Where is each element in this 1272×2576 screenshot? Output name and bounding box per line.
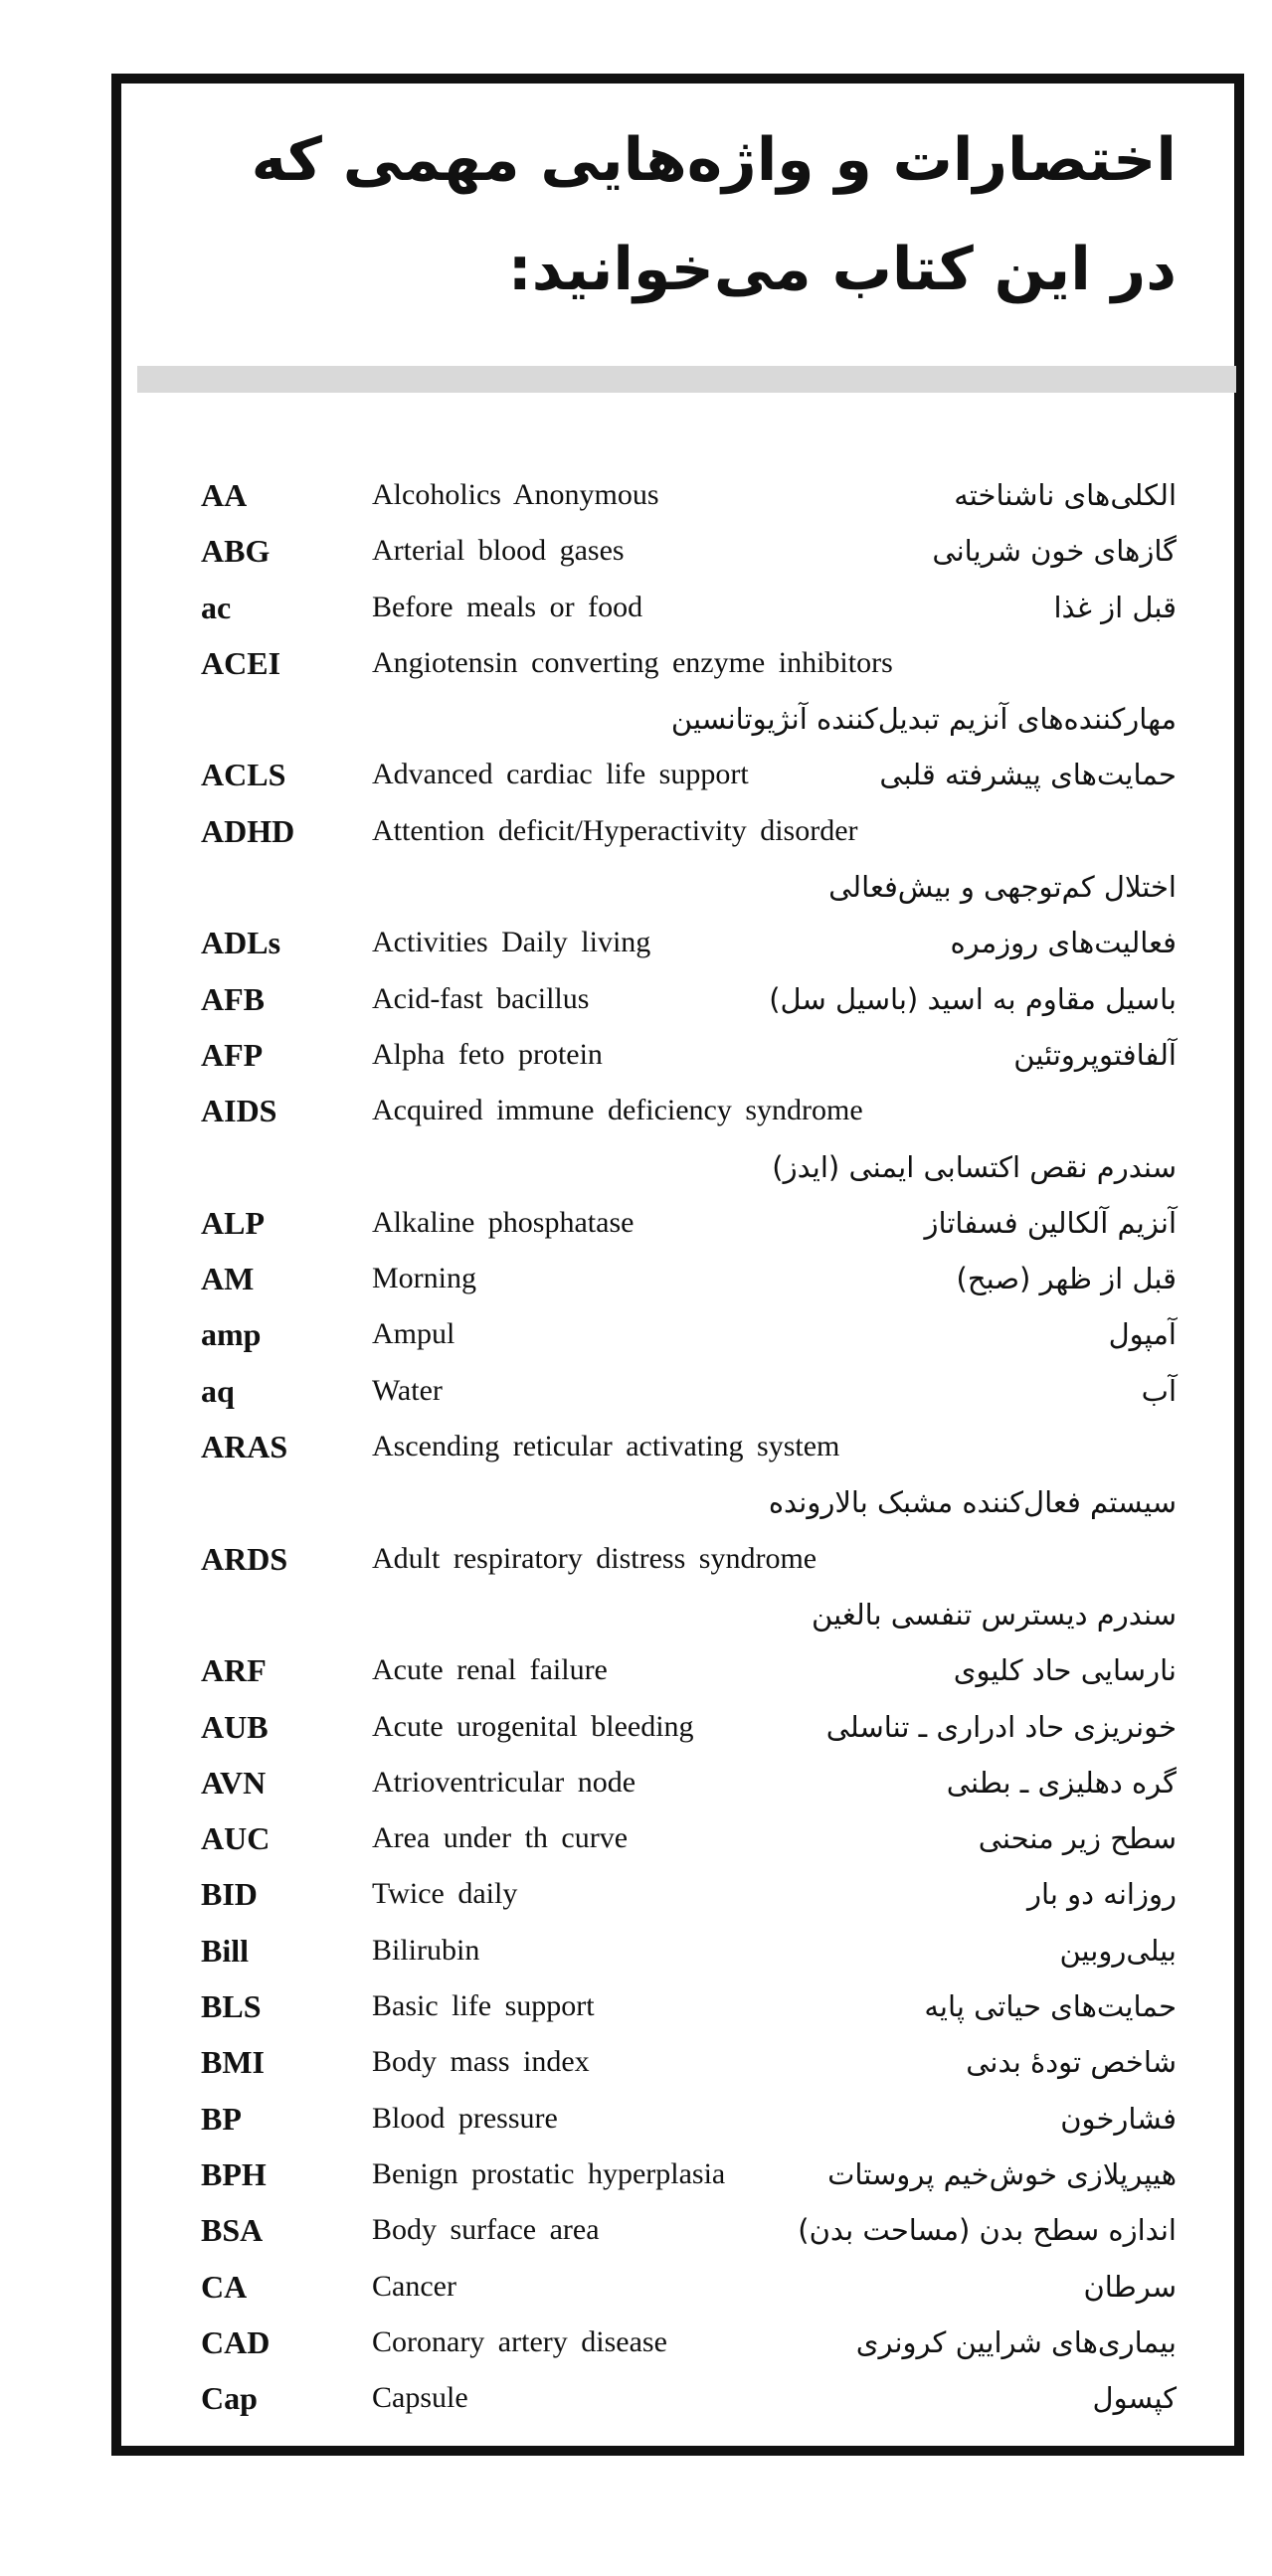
list-item <box>121 1306 1234 1362</box>
persian-term: سندرم نقص اکتسابی ایمنی (ایدز) <box>772 1149 1177 1184</box>
list-item <box>121 1027 1234 1083</box>
list-item <box>121 2091 1234 2147</box>
list-item <box>121 635 1234 691</box>
english-term: Body surface area <box>372 2213 600 2247</box>
persian-term: اندازه سطح بدن (مساحت بدن) <box>798 2213 1177 2248</box>
abbreviation: AUB <box>201 1708 269 1745</box>
abbreviation: AIDS <box>201 1093 277 1129</box>
persian-term: حمایت‌های پیشرفته قلبی <box>879 758 1177 792</box>
abbreviation: AUC <box>201 1820 271 1857</box>
abbreviation: amp <box>201 1316 262 1353</box>
persian-term: حمایت‌های حیاتی پایه <box>924 1989 1177 2024</box>
persian-term: آلفافتوپروتئین <box>1013 1037 1177 1072</box>
english-term: Alkaline phosphatase <box>372 1205 635 1239</box>
abbreviation-list <box>121 467 1234 2426</box>
abbreviation: aq <box>201 1372 235 1409</box>
title-divider-bar <box>137 366 1236 393</box>
abbreviation: AA <box>201 477 248 513</box>
persian-term: الکلی‌های ناشناخته <box>954 478 1177 512</box>
persian-term: آب <box>1141 1373 1177 1408</box>
persian-term: آمپول <box>1108 1317 1177 1352</box>
persian-term: سندرم دیسترس تنفسی بالغین <box>812 1597 1177 1631</box>
persian-term: بیماری‌های شرایین کرونری <box>855 2324 1177 2359</box>
abbreviation: AFP <box>201 1036 264 1073</box>
persian-term: بیلی‌روبین <box>1059 1933 1177 1968</box>
list-item <box>121 1251 1234 1306</box>
english-term: Before meals or food <box>372 590 643 623</box>
page-frame <box>111 74 1244 2456</box>
english-term: Acute renal failure <box>372 1653 608 1687</box>
abbreviation: AFB <box>201 980 265 1017</box>
persian-term: روزانه دو بار <box>1027 1877 1177 1912</box>
list-item <box>121 523 1234 579</box>
abbreviation: ARAS <box>201 1429 288 1465</box>
list-item <box>121 467 1234 523</box>
english-term: Acid-fast bacillus <box>372 981 590 1015</box>
abbreviation: ACLS <box>201 757 286 793</box>
list-item <box>121 1419 1234 1474</box>
english-term: Basic life support <box>372 1989 595 2023</box>
abbreviation: CAD <box>201 2323 271 2360</box>
list-item <box>121 1531 1234 1587</box>
english-term: Alpha feto protein <box>372 1037 603 1071</box>
english-term: Adult respiratory distress syndrome <box>372 1541 818 1575</box>
english-term: Angiotensin converting enzyme inhibitors <box>372 645 893 679</box>
english-term: Acute urogenital bleeding <box>372 1709 694 1743</box>
abbreviation: ADHD <box>201 812 295 849</box>
list-item <box>121 1755 1234 1810</box>
english-term: Benign prostatic hyperplasia <box>372 2156 726 2190</box>
persian-term: هیپرپلازی خوش‌خیم پروستات <box>827 2156 1177 2191</box>
abbreviation: BMI <box>201 2044 265 2081</box>
english-term: Blood pressure <box>372 2101 558 2135</box>
persian-term: سطح زیر منحنی <box>978 1821 1177 1856</box>
persian-term: کپسول <box>1092 2381 1177 2416</box>
abbreviation: BSA <box>201 2212 264 2249</box>
list-item <box>121 1474 1234 1530</box>
persian-term: فشارخون <box>1060 2101 1177 2136</box>
list-item <box>121 1363 1234 1419</box>
list-item <box>121 747 1234 802</box>
english-term: Morning <box>372 1262 476 1295</box>
abbreviation: ALP <box>201 1204 265 1241</box>
abbreviation: BPH <box>201 2155 267 2192</box>
abbreviation: ARDS <box>201 1540 288 1577</box>
english-term: Body mass index <box>372 2045 590 2079</box>
english-term: Cancer <box>372 2269 456 2303</box>
persian-term: شاخص تودهٔ بدنی <box>966 2045 1177 2080</box>
list-item <box>121 1139 1234 1195</box>
english-term: Acquired immune deficiency syndrome <box>372 1094 863 1127</box>
english-term: Ampul <box>372 1317 455 1351</box>
persian-term: باسیل مقاوم به اسید (باسیل سل) <box>769 981 1177 1016</box>
list-item <box>121 1810 1234 1866</box>
abbreviation: Cap <box>201 2380 258 2417</box>
english-term: Coronary artery disease <box>372 2324 667 2358</box>
persian-term: قبل از غذا <box>1053 590 1177 624</box>
persian-term: قبل از ظهر (صبح) <box>956 1262 1177 1296</box>
persian-term: گره دهلیزی ـ بطنی <box>946 1765 1177 1800</box>
abbreviation: ACEI <box>201 644 281 681</box>
english-term: Water <box>372 1373 443 1407</box>
english-term: Activities Daily living <box>372 926 651 959</box>
abbreviation: AVN <box>201 1764 267 1801</box>
list-item <box>121 2034 1234 2090</box>
list-item <box>121 2370 1234 2426</box>
english-term: Arterial blood gases <box>372 534 625 568</box>
list-item <box>121 803 1234 859</box>
list-item <box>121 1866 1234 1922</box>
list-item <box>121 580 1234 635</box>
english-term: Atrioventricular node <box>372 1765 636 1799</box>
abbreviation: ARF <box>201 1652 267 1689</box>
list-item <box>121 2147 1234 2202</box>
abbreviation: BLS <box>201 1988 262 2025</box>
english-term: Ascending reticular activating system <box>372 1430 840 1463</box>
list-item <box>121 1195 1234 1251</box>
list-item <box>121 1699 1234 1755</box>
abbreviation: ADLs <box>201 925 281 961</box>
list-item <box>121 915 1234 970</box>
list-item <box>121 971 1234 1027</box>
english-term: Twice daily <box>372 1877 518 1911</box>
english-term: Bilirubin <box>372 1933 480 1967</box>
list-item <box>121 1978 1234 2034</box>
persian-term: مهارکننده‌های آنزیم تبدیل‌کننده آنژیوتانسین <box>670 702 1177 737</box>
list-item <box>121 1923 1234 1978</box>
persian-term: نارسایی حاد کلیوی <box>953 1653 1177 1688</box>
persian-term: فعالیت‌های روزمره <box>950 926 1177 960</box>
list-item <box>121 1642 1234 1698</box>
abbreviation: BP <box>201 2100 242 2137</box>
list-item <box>121 859 1234 915</box>
title-line-1: اختصارات و واژه‌هایی مهمی که <box>251 125 1177 195</box>
english-term: Area under th curve <box>372 1821 629 1855</box>
list-item <box>121 1083 1234 1138</box>
list-item <box>121 2202 1234 2258</box>
list-item <box>121 1587 1234 1642</box>
english-term: Attention deficit/Hyperactivity disorder <box>372 813 858 847</box>
persian-term: گازهای خون شریانی <box>932 534 1177 569</box>
list-item <box>121 2259 1234 2315</box>
abbreviation: ac <box>201 589 232 625</box>
english-term: Advanced cardiac life support <box>372 758 749 791</box>
title-line-2: در این کتاب می‌خوانید: <box>507 235 1177 304</box>
persian-term: آنزیم آلکالین فسفاتاز <box>924 1205 1177 1240</box>
list-item <box>121 691 1234 747</box>
persian-term: خونریزی حاد ادراری ـ تناسلی <box>825 1709 1177 1744</box>
persian-term: اختلال کم‌توجهی و بیش‌فعالی <box>828 870 1177 905</box>
abbreviation: Bill <box>201 1932 250 1969</box>
abbreviation: AM <box>201 1261 255 1297</box>
english-term: Capsule <box>372 2381 468 2415</box>
page-title <box>182 105 1177 324</box>
persian-term: سرطان <box>1083 2269 1177 2304</box>
english-term: Alcoholics Anonymous <box>372 478 659 511</box>
list-item <box>121 2315 1234 2370</box>
abbreviation: CA <box>201 2268 248 2305</box>
persian-term: سیستم فعال‌کننده مشبک بالارونده <box>768 1485 1177 1520</box>
abbreviation: ABG <box>201 533 271 570</box>
abbreviation: BID <box>201 1876 258 1913</box>
